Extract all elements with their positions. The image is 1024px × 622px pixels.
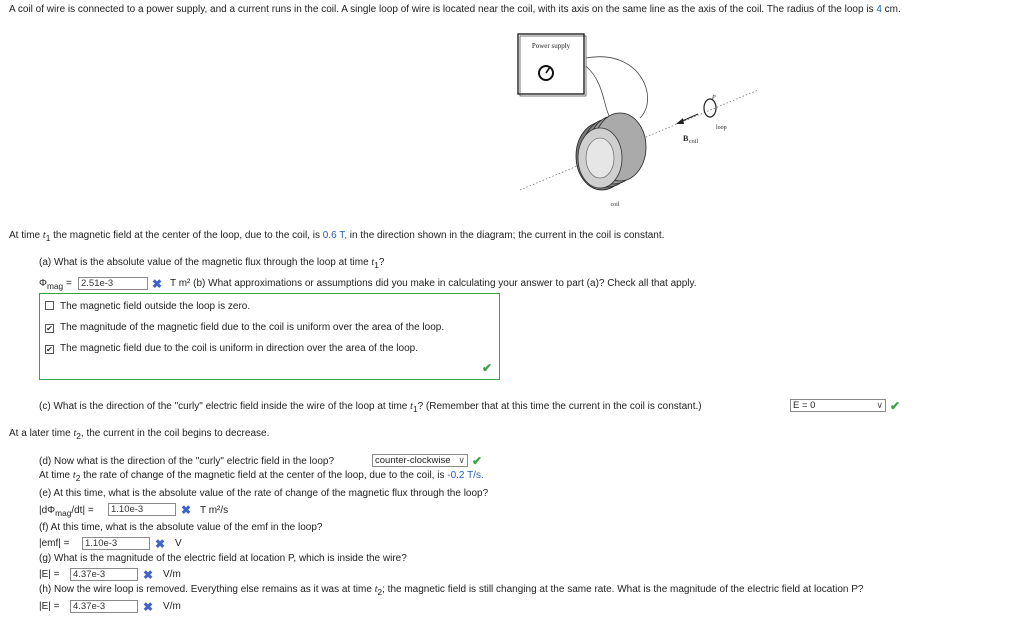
- checkbox-magnitude-uniform[interactable]: ✔ The magnitude of the magnetic field due to the coil is uniform over the area of the loop.: [46, 322, 445, 333]
- loop-radius: 4: [876, 4, 882, 15]
- checkbox-2-box[interactable]: ✔: [46, 324, 53, 333]
- efield-g-unit: V/m: [163, 569, 181, 580]
- assumptions-correct-icon: ✔: [482, 361, 493, 375]
- checkbox-direction-uniform[interactable]: ✔ The magnetic field due to the coil is uniform in direction over the area of the loop.: [46, 343, 418, 354]
- efield-g-answer-input[interactable]: 4.37e-3: [70, 568, 138, 581]
- chevron-down-icon: ∨: [876, 400, 883, 410]
- loop-label: loop: [716, 125, 727, 131]
- dflux-incorrect-icon: ✖: [181, 503, 192, 517]
- checkbox-3-box[interactable]: ✔: [46, 345, 53, 354]
- later-time-statement: At a later time $t_2$, the current in the coil begins to decrease.: [9, 428, 270, 441]
- efield-h-unit: V/m: [163, 601, 181, 612]
- checkbox-1-box[interactable]: [45, 301, 54, 310]
- dflux-label: $|d\Phi_{mag}/dt|$ =: [39, 505, 94, 518]
- efield-g-incorrect-icon: ✖: [143, 568, 154, 582]
- efield-label-g: |E| =: [39, 569, 60, 580]
- power-supply: [518, 34, 586, 96]
- part-a-question: (a) What is the absolute value of the magnetic flux through the loop at time $t_1$?: [39, 257, 385, 270]
- emf-incorrect-icon: ✖: [155, 537, 166, 551]
- point-p-label: P: [712, 95, 716, 101]
- checkbox-outside-zero[interactable]: The magnetic field outside the loop is zero.: [45, 301, 250, 312]
- curly-field-direction-later-select[interactable]: counter-clockwise ∨: [372, 454, 468, 467]
- part-f-question: (f) At this time, what is the absolute value of the emf in the loop?: [39, 522, 323, 533]
- flux-incorrect-icon: ✖: [152, 277, 163, 291]
- flux-answer-input[interactable]: 2.51e-3: [78, 277, 148, 290]
- svg-text:coil: coil: [689, 139, 698, 145]
- part-g-question: (g) What is the magnitude of the electric field at location P, which is inside the wire?: [39, 553, 407, 564]
- coil-label: coil: [610, 202, 620, 208]
- b-coil-label: B: [683, 134, 689, 143]
- efield-h-answer-input[interactable]: 4.37e-3: [70, 600, 138, 613]
- part-h-question: (h) Now the wire loop is removed. Everything else remains as it was at time $t_2$; the magnetic field is still changing at the same rate. What is the magnitude of the electric field at location P?: [39, 584, 864, 597]
- efield-h-incorrect-icon: ✖: [143, 600, 154, 614]
- coil: [576, 113, 646, 208]
- part-e-question: (e) At this time, what is the absolute value of the rate of change of the magnetic flux through the loop?: [39, 488, 489, 499]
- part-d-correct-icon: ✔: [472, 454, 483, 468]
- wire-loop: [704, 99, 716, 117]
- dflux-unit: T m²/s: [200, 505, 229, 516]
- curly-field-direction-select[interactable]: E = 0 ∨: [790, 399, 886, 412]
- emf-unit: V: [175, 538, 182, 549]
- dflux-answer-input[interactable]: 1.10e-3: [108, 503, 176, 516]
- part-d-question: (d) Now what is the direction of the "curly" electric field in the loop?: [39, 456, 335, 467]
- time1-statement: At time $t_1$ the magnetic field at the center of the loop, due to the coil, is 0.6 T, in the direction shown in the diagram; the current in the coil is constant.: [9, 230, 665, 243]
- coil-loop-diagram: [490, 28, 780, 213]
- efield-label-h: |E| =: [39, 601, 60, 612]
- emf-answer-input[interactable]: 1.10e-3: [82, 537, 150, 550]
- part-c-correct-icon: ✔: [890, 399, 901, 413]
- part-c-question: (c) What is the direction of the "curly" electric field inside the wire of the loop at time $t_1$? (Remember that at this time the current in the coil is constant.): [39, 401, 702, 414]
- time2-statement: At time $t_2$ the rate of change of the magnetic field at the center of the loop, due to the coil, is -0.2 T/s.: [39, 470, 484, 483]
- emf-label: |emf| =: [39, 538, 70, 549]
- intro-text: A coil of wire is connected to a power supply, and a current runs in the coil. A single loop of wire is located near the coil, with its axis on the same line as the axis of the coil. The radius of the loop is 4 cm.: [9, 4, 901, 15]
- flux-label: $\Phi_{mag}$ =: [39, 278, 72, 291]
- part-b-question: T m² (b) What approximations or assumptions did you make in calculating your answer to part (a)? Check all that apply.: [170, 278, 697, 289]
- power-supply-label: Power supply: [531, 42, 571, 50]
- chevron-down-icon: ∨: [458, 455, 465, 465]
